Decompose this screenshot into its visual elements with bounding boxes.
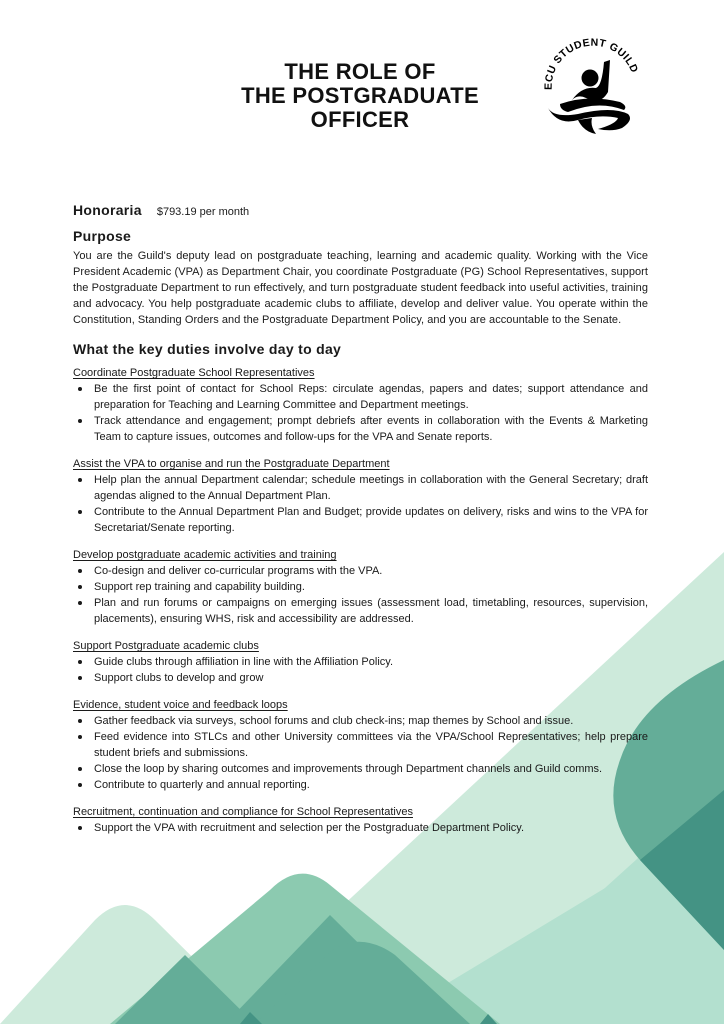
duty-group-title: Support Postgraduate academic clubs — [73, 640, 259, 653]
duty-group-assist-vpa — [73, 457, 648, 536]
page-title — [220, 60, 500, 132]
svg-text:ECU STUDENT GUILD: ECU STUDENT GUILD — [542, 36, 641, 91]
duties-heading: What the key duties involve day to day — [73, 341, 342, 358]
duty-item: Contribute to the Annual Department Plan and Budget; provide updates on delivery, risks and wins to the VPA for Secretariat/Senate reporting. — [73, 504, 648, 536]
duty-group-title: Coordinate Postgraduate School Representatives — [73, 367, 315, 380]
duty-item: Co-design and deliver co-curricular programs with the VPA. — [73, 563, 648, 579]
duty-item: Support rep training and capability building. — [73, 579, 648, 595]
duty-item: Close the loop by sharing outcomes and improvements through Department channels and Guild comms. — [73, 761, 648, 777]
duty-item: Help plan the annual Department calendar; schedule meetings in collaboration with the General Secretary; draft agendas aligned to the Annual Department Plan. — [73, 472, 648, 504]
purpose-text: You are the Guild's deputy lead on postgraduate teaching, learning and academic quality. Working with the Vice President Academic (VPA) as Department Chair, you coordinate Postgraduate (PG) School Representatives, support the Postgraduate Department to run effectively, and turn postgraduate student feedback into useful activities, training and advocacy. You help postgraduate academic clubs to affiliate, develop and deliver value. You operate within the Constitution, Standing Orders and the Postgraduate Department Policy, and you are accountable to the Senate. — [73, 250, 648, 327]
duty-group-title: Evidence, student voice and feedback loops — [73, 699, 288, 712]
duty-group-support-clubs — [73, 639, 648, 686]
duty-group-title: Assist the VPA to organise and run the Postgraduate Department — [73, 458, 390, 471]
duty-group-title: Recruitment, continuation and compliance for School Representatives — [73, 806, 413, 819]
duty-item: Support clubs to develop and grow — [73, 670, 648, 686]
title-line-1: THE ROLE OF — [284, 59, 436, 84]
duty-group-recruitment — [73, 805, 648, 836]
honoraria-value: $793.19 per month — [156, 206, 250, 218]
duty-item: Plan and run forums or campaigns on emerging issues (assessment load, timetabling, resources, supervision, placements), ensuring WHS, risk and accessibility are addressed. — [73, 595, 648, 627]
purpose-heading: Purpose — [73, 228, 132, 244]
duty-item: Be the first point of contact for School Reps: circulate agendas, papers and dates; support attendance and preparation for Teaching and Learning Committee and Department meetings. — [73, 381, 648, 413]
title-line-2: THE POSTGRADUATE — [241, 83, 479, 108]
duty-item: Support the VPA with recruitment and selection per the Postgraduate Department Policy. — [73, 820, 648, 836]
duty-item: Feed evidence into STLCs and other University committees via the VPA/School Representatives; help prepare student briefs and submissions. — [73, 729, 648, 761]
duty-group-coordinate-reps — [73, 366, 648, 445]
duty-group-develop-activities — [73, 548, 648, 627]
honoraria-label: Honoraria — [73, 202, 142, 218]
duty-group-evidence-feedback — [73, 698, 648, 793]
title-line-3: OFFICER — [310, 107, 410, 132]
duty-item: Contribute to quarterly and annual reporting. — [73, 777, 648, 793]
duty-item: Guide clubs through affiliation in line with the Affiliation Policy. — [73, 654, 648, 670]
document-content — [73, 202, 648, 848]
duty-group-title: Develop postgraduate academic activities and training — [73, 549, 337, 562]
duty-item: Track attendance and engagement; prompt debriefs after events in collaboration with the Events & Marketing Team to capture issues, outcomes and follow-ups for the VPA and Senate reports. — [73, 413, 648, 445]
duty-item: Gather feedback via surveys, school forums and club check-ins; map themes by School and issue. — [73, 713, 648, 729]
ecu-student-guild-logo-icon — [538, 34, 646, 142]
honoraria-row — [73, 202, 648, 222]
